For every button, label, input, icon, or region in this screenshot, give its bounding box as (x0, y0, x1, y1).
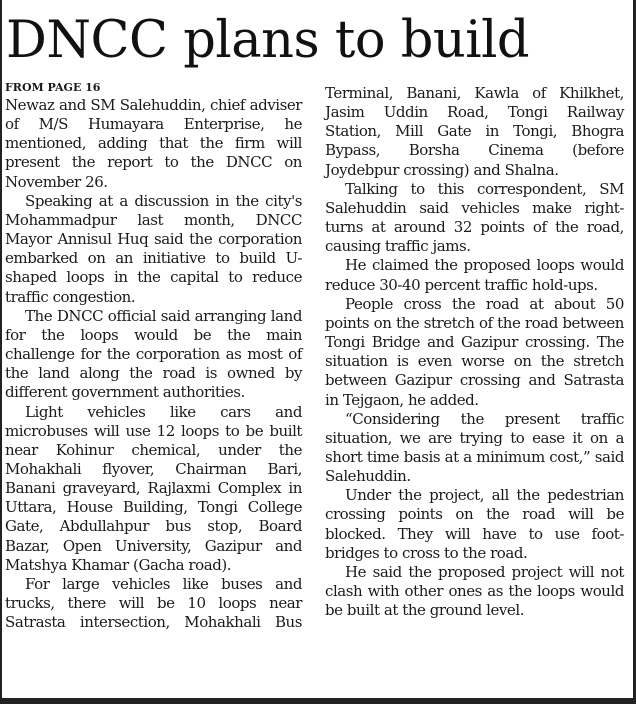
article-headline: DNCC plans to build (6, 11, 530, 70)
paragraph: He claimed the proposed loops would reduce 30-40 percent traffic hold-ups. (325, 256, 624, 294)
paragraph: Under the project, all the pedestrian crossing points on the road will be blocked. They will have to use foot-bridges to cross to the road. (325, 486, 624, 562)
paragraph: For large vehicles like buses and trucks, there will be 10 loops near Satrasta intersection, Mohakhali Bus (5, 574, 302, 632)
paragraph: Newaz and SM Salehuddin, chief adviser of M/S Humayara Enterprise, he mentioned, adding that the firm will present the report to the DNCC on November 26. (5, 96, 302, 191)
clipping-border-bottom (0, 698, 636, 704)
paragraph: “Considering the present traffic situation, we are trying to ease it on a short time basis at a minimum cost,” said Salehuddin. (325, 409, 624, 486)
paragraph: The DNCC official said arranging land for the loops would be the main challenge for the corporation as most of the land along the road is owned by different government authorities. (5, 306, 302, 402)
clipping-border-left (0, 0, 2, 704)
article-column-right (325, 84, 624, 620)
paragraph: Talking to this correspondent, SM Salehuddin said vehicles make right-turns at around 32 points of the road, causing traffic jams. (325, 179, 624, 256)
paragraph: He said the proposed project will not clash with other ones as the loops would be built at the ground level. (325, 562, 624, 620)
paragraph: Light vehicles like cars and microbuses will use 12 loops to be built near Kohinur chemical, under the Mohakhali flyover, Chairman Bari, Banani graveyard, Rajlaxmi Complex in Uttara, House Building, Tongi College Gate, Abdullahpur bus stop, Board Bazar, Open University, Gazipur and Matshya Khamar (Gacha road). (5, 402, 302, 574)
paragraph: People cross the road at about 50 points on the stretch of the road between Tongi Bridge and Gazipur crossing. The situation is even worse on the stretch between Gazipur crossing and Satrasta in Tejgaon, he added. (325, 294, 624, 409)
article-column-left (5, 80, 302, 632)
paragraph: Terminal, Banani, Kawla of Khilkhet, Jasim Uddin Road, Tongi Railway Station, Mill Gate in Tongi, Bhogra Bypass, Borsha Cinema (before Joydebpur crossing) and Shalna. (325, 84, 624, 179)
paragraph: Speaking at a discussion in the city's Mohammadpur last month, DNCC Mayor Annisul Huq said the corporation embarked on an initiative to build U-shaped loops in the capital to reduce traffic congestion. (5, 191, 302, 306)
continuation-label: FROM PAGE 16 (5, 81, 101, 94)
